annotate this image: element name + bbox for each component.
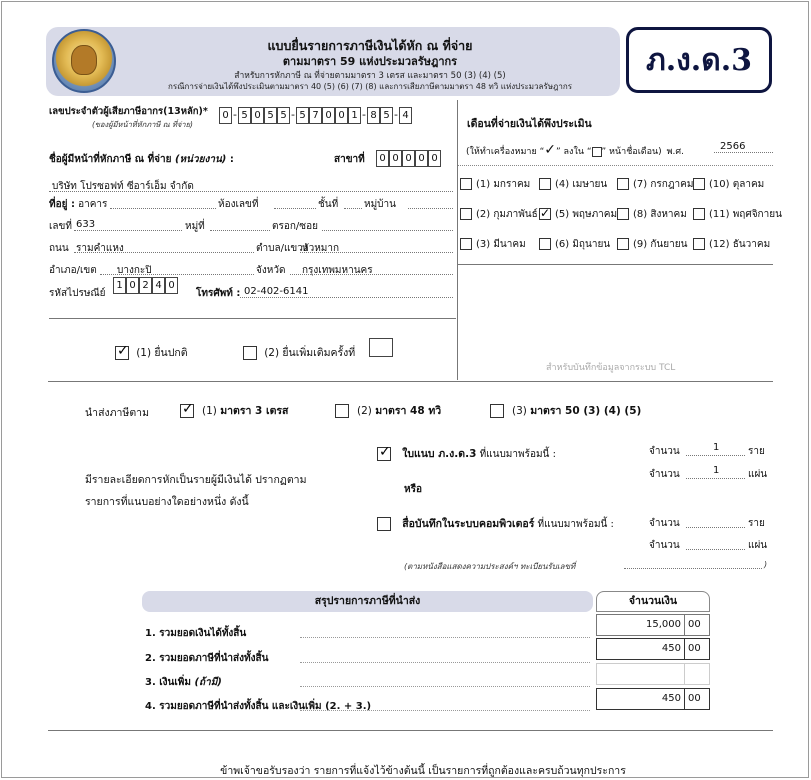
right-panel-divider (457, 100, 458, 380)
registration-number-input[interactable] (624, 568, 762, 569)
attach-form-checkbox[interactable] (377, 447, 391, 461)
certification-text: ข้าพเจ้าขอรับรองว่า รายการที่แจ้งไว้ข้างต้นนี้ เป็นรายการที่ถูกต้องและครบถ้วนทุกประการ (220, 765, 626, 777)
digit-box[interactable]: 0 (165, 277, 178, 294)
month-label: (4) เมษายน (555, 179, 608, 190)
submission-option[interactable] (490, 402, 641, 419)
month-option[interactable] (693, 237, 770, 252)
room-input[interactable] (274, 208, 316, 209)
month-checkbox[interactable] (693, 238, 705, 250)
amount-baht[interactable]: 450 (596, 688, 685, 710)
address-row-1 (49, 197, 107, 212)
submission-option[interactable] (180, 402, 288, 419)
seal-emblem (71, 45, 97, 75)
persons-count-line (686, 455, 745, 456)
month-checkbox[interactable] (693, 208, 705, 220)
tcl-note: สำหรับบันทึกข้อมูลจากระบบ TCL (546, 363, 676, 373)
form-subtitle: สำหรับการหักภาษี ณ ที่จ่ายตามมาตรา 3 เตรส และมาตรา 50 (3) (4) (5) (234, 71, 506, 81)
postcode-label: รหัสไปรษณีย์ (49, 288, 106, 299)
year-label: พ.ศ. (666, 147, 684, 157)
filing-additional-checkbox[interactable] (243, 346, 257, 360)
media-persons-label: จำนวน (649, 518, 680, 529)
amount-satang[interactable]: 00 (684, 638, 710, 660)
subdistrict-line (300, 252, 453, 253)
form-title: แบบยื่นรายการภาษีเงินได้หัก ณ ที่จ่าย (267, 38, 473, 53)
media-sheets-unit: แผ่น (748, 540, 768, 551)
province-value[interactable]: กรุงเทพมหานคร (302, 265, 373, 276)
phone-line (240, 297, 453, 298)
summary-amount-field[interactable] (596, 688, 710, 710)
tax-id-note: (ของผู้มีหน้าที่หักภาษี ณ ที่จ่าย) (92, 120, 193, 129)
submission-option-label: (2) มาตรา 48 ทวิ (357, 405, 442, 417)
sheets-count-label: จำนวน (649, 469, 680, 480)
room-label: ห้องเลขที่ (218, 199, 259, 210)
month-panel-title: เดือนที่จ่ายเงินได้พึงประเมิน (467, 118, 592, 130)
summary-title: สรุปรายการภาษีที่นำส่ง (142, 591, 593, 612)
submission-checkbox[interactable] (490, 404, 504, 418)
revenue-department-seal-icon (52, 29, 116, 93)
digit-box[interactable]: 5 (277, 107, 290, 124)
branch-number-field[interactable] (376, 150, 441, 167)
summary-row-label: 2. รวมยอดภาษีที่นำส่งทั้งสิ้น (145, 653, 269, 664)
village-input[interactable] (408, 208, 453, 209)
house-no-value[interactable]: 633 (76, 219, 96, 230)
month-checkbox[interactable] (617, 178, 629, 190)
province-label: จังหวัด (256, 265, 286, 276)
amount-header: จำนวนเงิน (596, 591, 710, 612)
persons-count-value[interactable]: 1 (713, 442, 720, 453)
digit-box[interactable]: 0 (335, 107, 348, 124)
month-option[interactable] (617, 177, 693, 192)
month-checkbox[interactable] (693, 178, 705, 190)
digit-box[interactable]: 5 (296, 107, 309, 124)
month-option[interactable] (460, 237, 526, 252)
digit-separator: - (233, 108, 237, 121)
branch-label: สาขาที่ (334, 154, 365, 165)
month-checkbox[interactable] (460, 238, 472, 250)
month-option[interactable] (617, 237, 687, 252)
month-panel-divider (458, 264, 773, 265)
road-label: ถนน (49, 243, 69, 254)
filing-additional-option[interactable] (243, 344, 355, 361)
amount-satang[interactable]: 00 (684, 688, 710, 710)
filing-normal-label: (1) ยื่นปกติ (136, 347, 188, 359)
digit-box[interactable]: 0 (415, 150, 428, 167)
form-code-badge: ภ.ง.ด.3 (626, 27, 772, 93)
submission-checkbox[interactable] (180, 404, 194, 418)
submission-option-label: (3) มาตรา 50 (3) (4) (5) (512, 405, 642, 417)
road-value[interactable]: รามคำแหง (76, 243, 124, 254)
digit-separator: - (394, 108, 398, 121)
submission-label: นำส่งภาษีตาม (85, 407, 149, 419)
filing-normal-option[interactable] (115, 344, 188, 361)
month-option[interactable] (693, 207, 782, 222)
digit-box[interactable]: 5 (380, 107, 393, 124)
summary-leader-dots (300, 662, 590, 663)
payer-divider (49, 318, 456, 319)
digit-box[interactable]: 5 (238, 107, 251, 124)
digit-box[interactable]: 0 (376, 150, 389, 167)
or-label: หรือ (404, 484, 422, 495)
month-label: (2) กุมภาพันธ์ (476, 209, 538, 220)
month-checkbox[interactable] (539, 208, 551, 220)
month-label: (6) มิถุนายน (555, 239, 611, 250)
media-sheets-label: จำนวน (649, 540, 680, 551)
empty-box-icon (592, 147, 602, 157)
sheets-count-value[interactable]: 1 (713, 465, 720, 476)
month-checkbox[interactable] (539, 238, 551, 250)
payer-name-value[interactable]: บริษัท โปรซอฟท์ ซีอาร์เอ็ม จำกัด (52, 181, 194, 192)
filing-normal-checkbox[interactable] (115, 346, 129, 360)
amount-baht[interactable]: 15,000 (596, 614, 685, 636)
year-value[interactable]: 2566 (720, 141, 746, 152)
month-label: (12) ธันวาคม (709, 239, 771, 250)
month-option[interactable] (539, 207, 617, 222)
subdistrict-value[interactable]: หัวหมาก (302, 243, 340, 254)
district-label: อำเภอ/เขต (49, 265, 97, 276)
month-label: (3) มีนาคม (476, 239, 526, 250)
digit-box[interactable]: 8 (367, 107, 380, 124)
summary-row-label: 4. รวมยอดภาษีที่นำส่งทั้งสิ้น และเงินเพิ่ม (2. + 3.) (145, 701, 372, 712)
digit-box[interactable]: 0 (322, 107, 335, 124)
digit-box[interactable]: 0 (219, 107, 232, 124)
digit-box[interactable]: 0 (428, 150, 441, 167)
persons-unit: ราย (748, 446, 765, 457)
persons-count-label: จำนวน (649, 446, 680, 457)
filing-additional-label: (2) ยื่นเพิ่มเติมครั้งที่ (264, 347, 356, 359)
house-no-line (74, 230, 182, 231)
phone-value[interactable]: 02-402-6141 (244, 286, 309, 297)
month-option[interactable] (460, 177, 530, 192)
month-label: (10) ตุลาคม (709, 179, 765, 190)
road-line (74, 252, 254, 253)
top-section-divider (48, 381, 773, 382)
attachment-description: มีรายละเอียดการหักเป็นรายผู้มีเงินได้ ปรากฏตาม (85, 474, 307, 486)
district-line (100, 274, 254, 275)
attach-form-option[interactable]: ✓ ใบแนบ ภ.ง.ด.3 ที่แนบมาพร้อมนี้ : (377, 445, 556, 462)
phone-label: โทรศัพท์ : (196, 288, 241, 299)
sheets-count-line (686, 478, 745, 479)
sheets-unit: แผ่น (748, 469, 768, 480)
month-checkbox[interactable] (617, 238, 629, 250)
digit-separator: - (362, 108, 366, 121)
month-option[interactable] (539, 237, 610, 252)
month-checkbox[interactable] (539, 178, 551, 190)
digit-box[interactable]: 0 (251, 107, 264, 124)
submission-option[interactable] (335, 402, 441, 419)
form-title-section: ตามมาตรา 59 แห่งประมวลรัษฎากร (282, 55, 458, 68)
month-option[interactable] (539, 177, 607, 192)
month-label: (9) กันยายน (633, 239, 688, 250)
province-line (290, 274, 453, 275)
subdistrict-label: ตำบล/แขวง (256, 243, 308, 254)
floor-label: ชั้นที่ (318, 199, 339, 210)
summary-leader-dots (300, 710, 590, 711)
month-label: (11) พฤศจิกายน (709, 209, 782, 220)
digit-box[interactable]: 7 (309, 107, 322, 124)
digit-box[interactable]: 5 (264, 107, 277, 124)
footer-divider (48, 730, 773, 731)
month-instruction: (ให้ทำเครื่องหมาย “✓” ลงใน “ ” หน้าชื่อเดือน) พ.ศ. (466, 142, 684, 158)
summary-amount-field[interactable] (596, 638, 710, 660)
village-label: หมู่บ้าน (364, 199, 396, 210)
amount-satang[interactable]: 00 (684, 614, 710, 636)
month-label: (5) พฤษภาคม (555, 209, 618, 220)
filing-additional-number-input[interactable] (369, 338, 393, 357)
media-persons-unit: ราย (748, 518, 765, 529)
soi-label: ตรอก/ซอย (272, 221, 318, 232)
postcode-field[interactable] (113, 277, 178, 294)
district-value[interactable]: บางกะปิ (117, 265, 152, 276)
month-checkbox[interactable] (460, 178, 472, 190)
attachment-description-2: รายการที่แนบอย่างใดอย่างหนึ่ง ดังนี้ (85, 496, 249, 508)
submission-checkbox[interactable] (335, 404, 349, 418)
month-option[interactable] (460, 207, 538, 222)
summary-amount-field[interactable] (596, 614, 710, 636)
digit-box[interactable]: 2 (139, 277, 152, 294)
digit-separator: - (291, 108, 295, 121)
registration-note: (ตามหนังสือแสดงความประสงค์ฯ ทะเบียนรับเลขที่ (404, 562, 576, 571)
tax-id-label: เลขประจำตัวผู้เสียภาษีอากร(13หลัก)* (49, 106, 208, 117)
moo-label: หมู่ที่ (185, 221, 205, 232)
amount-satang[interactable] (684, 663, 710, 685)
building-input[interactable] (110, 208, 216, 209)
month-option[interactable] (617, 207, 687, 222)
checkmark-icon: ✓ (544, 142, 557, 158)
month-label: (1) มกราคม (476, 179, 531, 190)
digit-box[interactable]: 1 (348, 107, 361, 124)
month-checkbox[interactable] (460, 208, 472, 220)
house-no-label: เลขที่ (49, 221, 72, 232)
month-option[interactable] (693, 177, 764, 192)
month-label: (8) สิงหาคม (633, 209, 687, 220)
summary-row-label: 1. รวมยอดเงินได้ทั้งสิ้น (145, 628, 247, 639)
address-label: ที่อยู่ : (49, 199, 75, 210)
building-label: อาคาร (78, 199, 108, 210)
month-label: (7) กรกฎาคม (633, 179, 694, 190)
form-subtitle-2: กรณีการจ่ายเงินได้พึงประเมินตามมาตรา 40 (5) (6) (7) (8) และการเสียภาษีตามมาตรา 48 ทวิ แห่งประมวลรัษฎากร (167, 82, 573, 91)
media-sheets-input[interactable] (686, 549, 745, 550)
amount-baht[interactable] (596, 663, 685, 685)
payer-name-line (49, 191, 453, 192)
digit-box[interactable]: 0 (402, 150, 415, 167)
digit-box[interactable]: 4 (399, 107, 412, 124)
media-option[interactable]: สื่อบันทึกในระบบคอมพิวเตอร์ ที่แนบมาพร้อมนี้ : (377, 515, 614, 532)
summary-leader-dots (300, 637, 590, 638)
amount-baht[interactable]: 450 (596, 638, 685, 660)
summary-leader-dots (300, 686, 590, 687)
digit-box[interactable]: 0 (126, 277, 139, 294)
digit-box[interactable]: 1 (113, 277, 126, 294)
floor-input[interactable] (344, 208, 362, 209)
registration-note-close: ) (764, 560, 768, 569)
tax-id-field[interactable] (219, 107, 412, 124)
digit-box[interactable]: 0 (389, 150, 402, 167)
year-line (714, 152, 773, 153)
soi-input[interactable] (322, 230, 453, 231)
media-checkbox[interactable] (377, 517, 391, 531)
submission-option-label: (1) มาตรา 3 เตรส (202, 405, 289, 417)
summary-row-label: 3. เงินเพิ่ม (ถ้ามี) (145, 677, 222, 688)
digit-box[interactable]: 4 (152, 277, 165, 294)
month-instruction-line (458, 165, 773, 166)
media-persons-input[interactable] (686, 527, 745, 528)
summary-amount-field[interactable] (596, 663, 710, 685)
payer-name-label: ชื่อผู้มีหน้าที่หักภาษี ณ ที่จ่าย (หน่วยงาน) : (49, 154, 234, 165)
month-checkbox[interactable] (617, 208, 629, 220)
moo-input[interactable] (210, 230, 270, 231)
